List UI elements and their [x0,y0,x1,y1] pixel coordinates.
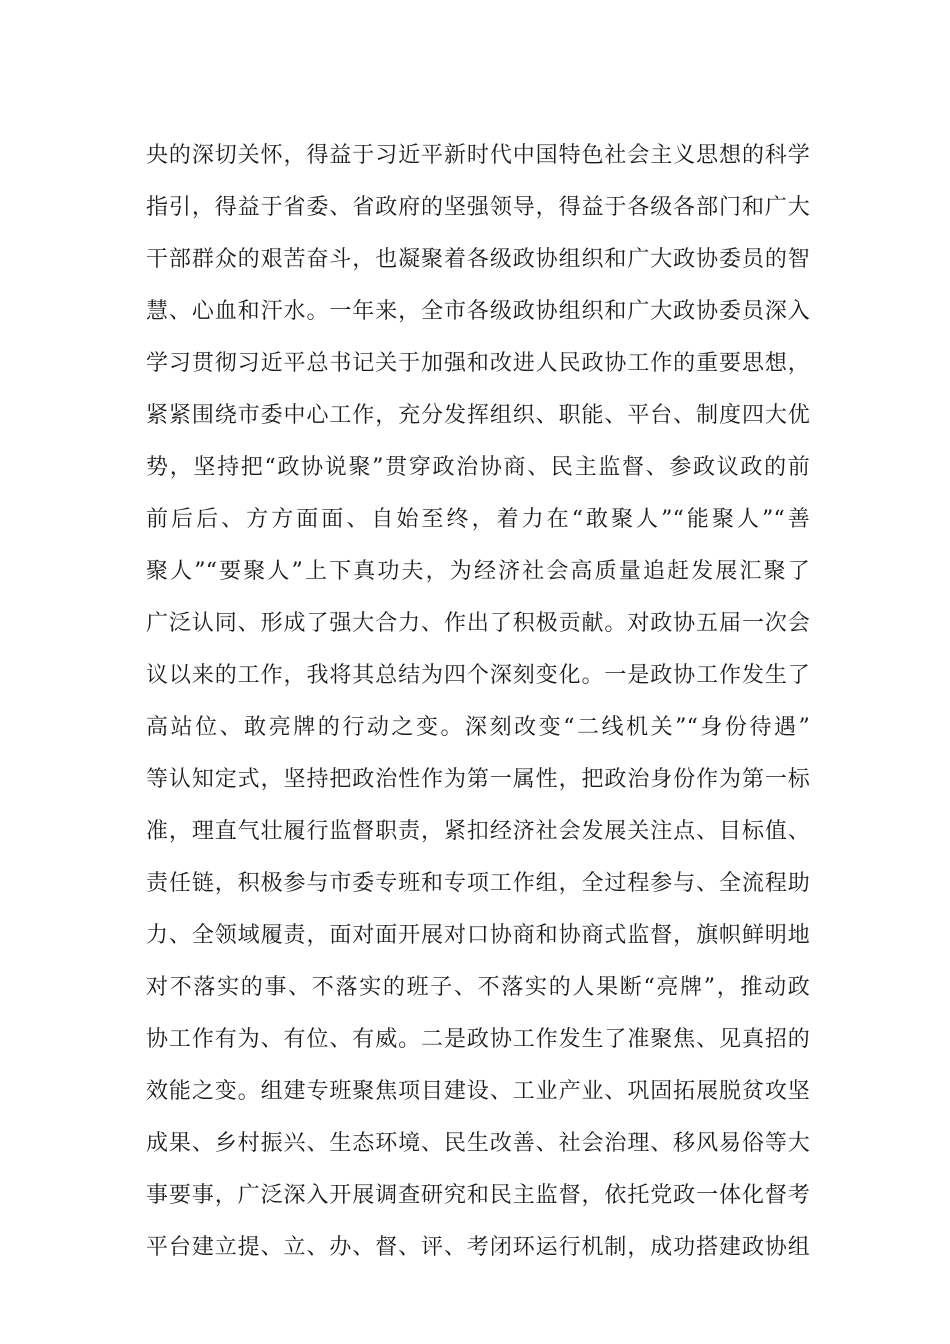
text-line: 成果、乡村振兴、生态环境、民生改善、社会治理、移风易俗等大 [146,1131,810,1156]
text-line: 责任链，积极参与市委专班和专项工作组，全过程参与、全流程助 [146,871,810,896]
text-line: 央的深切关怀，得益于习近平新时代中国特色社会主义思想的科学 [146,143,810,168]
text-line: 高站位、敢亮牌的行动之变。深刻改变“二线机关”“身份待遇” [146,715,810,740]
text-line: 力、全领域履责，面对面开展对口协商和协商式监督，旗帜鲜明地 [146,923,810,948]
text-line: 紧紧围绕市委中心工作，充分发挥组织、职能、平台、制度四大优 [146,403,810,428]
text-line: 干部群众的艰苦奋斗，也凝聚着各级政协组织和广大政协委员的智 [146,247,810,272]
text-line: 势，坚持把“政协说聚”贯穿政治协商、民主监督、参政议政的前 [146,455,810,480]
text-line: 议以来的工作，我将其总结为四个深刻变化。一是政协工作发生了 [146,663,810,688]
text-line: 前后后、方方面面、自始至终，着力在“敢聚人”“能聚人”“善 [146,507,810,532]
text-line: 协工作有为、有位、有威。二是政协工作发生了准聚焦、见真招的 [146,1027,810,1052]
text-line: 指引，得益于省委、省政府的坚强领导，得益于各级各部门和广大 [146,195,810,220]
body-text [146,130,810,1274]
text-line: 事要事，广泛深入开展调查研究和民主监督，依托党政一体化督考 [146,1183,810,1208]
text-line: 等认知定式，坚持把政治性作为第一属性，把政治身份作为第一标 [146,767,810,792]
text-line: 平台建立提、立、办、督、评、考闭环运行机制，成功搭建政协组 [146,1235,810,1260]
text-line: 对不落实的事、不落实的班子、不落实的人果断“亮牌”，推动政 [146,975,810,1000]
text-line: 效能之变。组建专班聚焦项目建设、工业产业、巩固拓展脱贫攻坚 [146,1079,810,1104]
text-line: 广泛认同、形成了强大合力、作出了积极贡献。对政协五届一次会 [146,611,810,636]
text-line: 准，理直气壮履行监督职责，紧扣经济社会发展关注点、目标值、 [146,819,810,844]
text-line: 慧、心血和汗水。一年来，全市各级政协组织和广大政协委员深入 [146,299,810,324]
text-line: 学习贯彻习近平总书记关于加强和改进人民政协工作的重要思想， [146,351,810,376]
text-line: 聚人”“要聚人”上下真功夫，为经济社会高质量追赶发展汇聚了 [146,559,810,584]
